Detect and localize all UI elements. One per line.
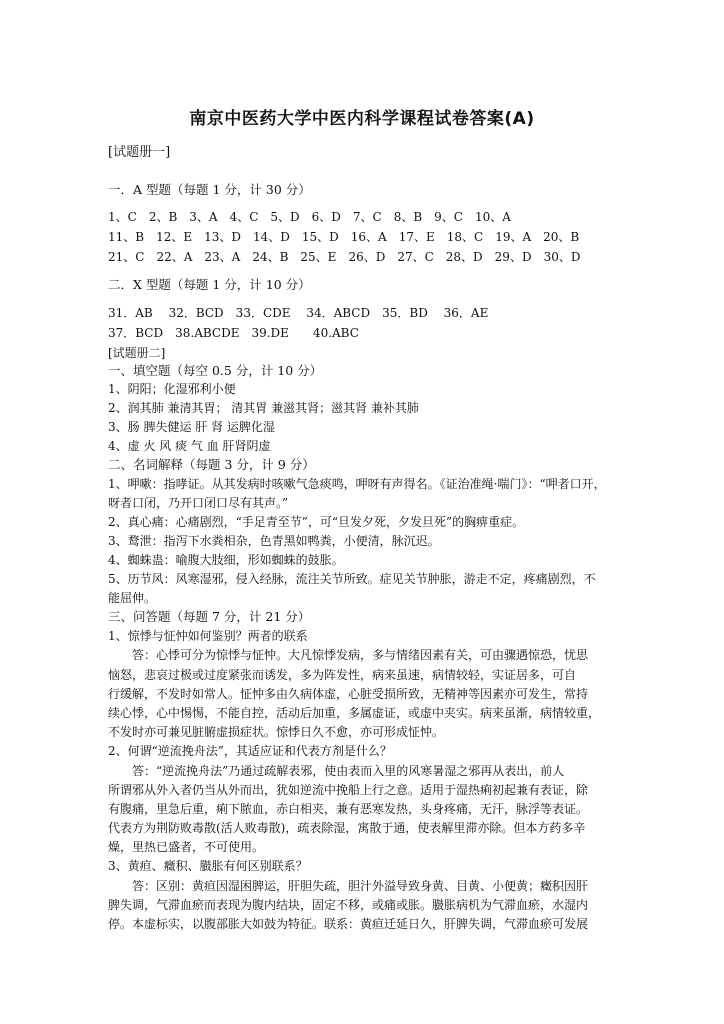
term-line: 呀者口闭，乃开口闭口尽有其声。” bbox=[108, 496, 289, 510]
term-line: 3、鹜泄：指泻下水粪相杂，色青黑如鸭粪，小便清，脉沉迟。 bbox=[108, 534, 440, 548]
book-one-label: [试题册一] bbox=[108, 145, 171, 160]
qa-line: 答：区别：黄疸因湿困脾运，肝胆失疏，胆汁外溢导致身黄、目黄、小便黄；癥积因肝 bbox=[108, 879, 589, 893]
answer-row: 21、C 22、A 23、A 24、B 25、E 26、D 27、C 28、D 29、D 30、D bbox=[108, 250, 581, 264]
qa-line: 答：“逆流挽舟法”乃通过疏解表邪，使由表而入里的风寒暑湿之邪再从表出，前人 bbox=[108, 764, 565, 778]
section-x-heading: 二．X 型题（每题 1 分，计 10 分） bbox=[108, 277, 311, 292]
terms-heading: 二、名词解释（每题 3 分，计 9 分） bbox=[108, 457, 315, 472]
qa-line: 1、惊悸与怔忡如何鉴别？两者的联系 bbox=[108, 629, 308, 643]
fill-item: 1、阴阳；化湿邪利小便 bbox=[108, 382, 236, 396]
qa-line: 不发时亦可兼见脏腑虚损症状。惊悸日久不愈，亦可形成怔忡。 bbox=[108, 725, 445, 739]
fill-item: 4、虚 火 风 痰 气 血 肝肾阴虚 bbox=[108, 439, 271, 453]
qa-line: 停。本虚标实，以腹部胀大如鼓为特征。联系：黄疸迁延日久，肝脾失调，气滞血瘀可发展 bbox=[108, 917, 589, 931]
book-two-label: [试题册二] bbox=[108, 346, 166, 360]
qa-line: 行缓解，不发时如常人。怔忡多由久病体虚，心脏受损所致，无精神等因素亦可发生，常持 bbox=[108, 687, 589, 701]
qa-line: 续心悸，心中惕惕，不能自控，活动后加重，多属虚证，或虚中夹实。病来虽渐，病情较重， bbox=[108, 706, 601, 720]
term-line: 4、蜘蛛蛊：喻腹大肢细，形如蜘蛛的鼓胀。 bbox=[108, 553, 344, 567]
term-line: 能屈伸。 bbox=[108, 591, 157, 605]
qa-line: 2、何谓“逆流挽舟法”，其适应证和代表方剂是什么？ bbox=[108, 744, 392, 758]
qa-line: 有腹痛，里急后重，痢下脓血，赤白相夹，兼有恶寒发热，头身疼痛，无汗，脉浮等表证。 bbox=[108, 802, 589, 816]
answer-row: 37．BCD 38.ABCDE 39.DE 40.ABC bbox=[108, 326, 359, 340]
qa-line: 答：心悸可分为惊悸与怔忡。大凡惊悸发病，多与情绪因素有关，可由骤遇惊恐，忧思 bbox=[108, 648, 589, 662]
term-line: 2、真心痛：心痛剧烈，“手足青至节”，可“旦发夕死，夕发旦死”的胸痹重症。 bbox=[108, 515, 525, 529]
fill-blank-heading: 一、填空题（每空 0.5 分，计 10 分） bbox=[108, 363, 323, 378]
answer-row: 11、B 12、E 13、D 14、D 15、D 16、A 17、E 18、C 19、A 20、B bbox=[108, 230, 580, 244]
qa-line: 代表方为荆防败毒散(活人败毒散)，疏表除湿，寓散于通，使表解里滞亦除。但本方药多辛 bbox=[108, 821, 586, 835]
qa-line: 3、黄疸、癥积、臌胀有何区别联系？ bbox=[108, 859, 308, 873]
qa-line: 恼怒，悲哀过极或过度紧张而诱发，多为阵发性，病来虽速，病情较轻，实证居多，可自 bbox=[108, 668, 577, 682]
section-a-heading: 一．A 型题（每题 1 分，计 30 分） bbox=[108, 182, 311, 197]
term-line: 5、历节风：风寒湿邪，侵入经脉，流注关节所致。症见关节肿胀，游走不定，疼痛剧烈，不 bbox=[108, 572, 596, 586]
answer-row: 1、C 2、B 3、A 4、C 5、D 6、D 7、C 8、B 9、C 10、A bbox=[108, 210, 511, 224]
page-title: 南京中医药大学中医内科学课程试卷答案(A) bbox=[189, 109, 535, 129]
fill-item: 2、润其肺 兼清其胃； 清其胃 兼滋其肾；滋其肾 兼补其肺 bbox=[108, 401, 419, 415]
qa-line: 脾失调，气滞血瘀而表现为腹内结块，固定不移，或痛或胀。臌胀病机为气滞血瘀，水湿内 bbox=[108, 898, 589, 912]
qa-line: 所谓邪从外入者仍当从外而出，犹如逆流中挽船上行之意。适用于湿热痢初起兼有表证，除 bbox=[108, 783, 589, 797]
term-line: 1、呷嗽：指哮证。从其发病时咳嗽气急痰鸣，呷呀有声得名。《证治准绳·喘门》：“呷者口开， bbox=[108, 477, 606, 491]
qa-heading: 三、问答题（每题 7 分，计 21 分） bbox=[108, 609, 311, 624]
qa-line: 燥，里热已盛者，不可使用。 bbox=[108, 840, 265, 854]
fill-item: 3、肠 脾失健运 肝 肾 运脾化湿 bbox=[108, 420, 275, 434]
answer-row: 31．AB 32．BCD 33．CDE 34．ABCD 35．BD 36．AE bbox=[108, 306, 489, 320]
